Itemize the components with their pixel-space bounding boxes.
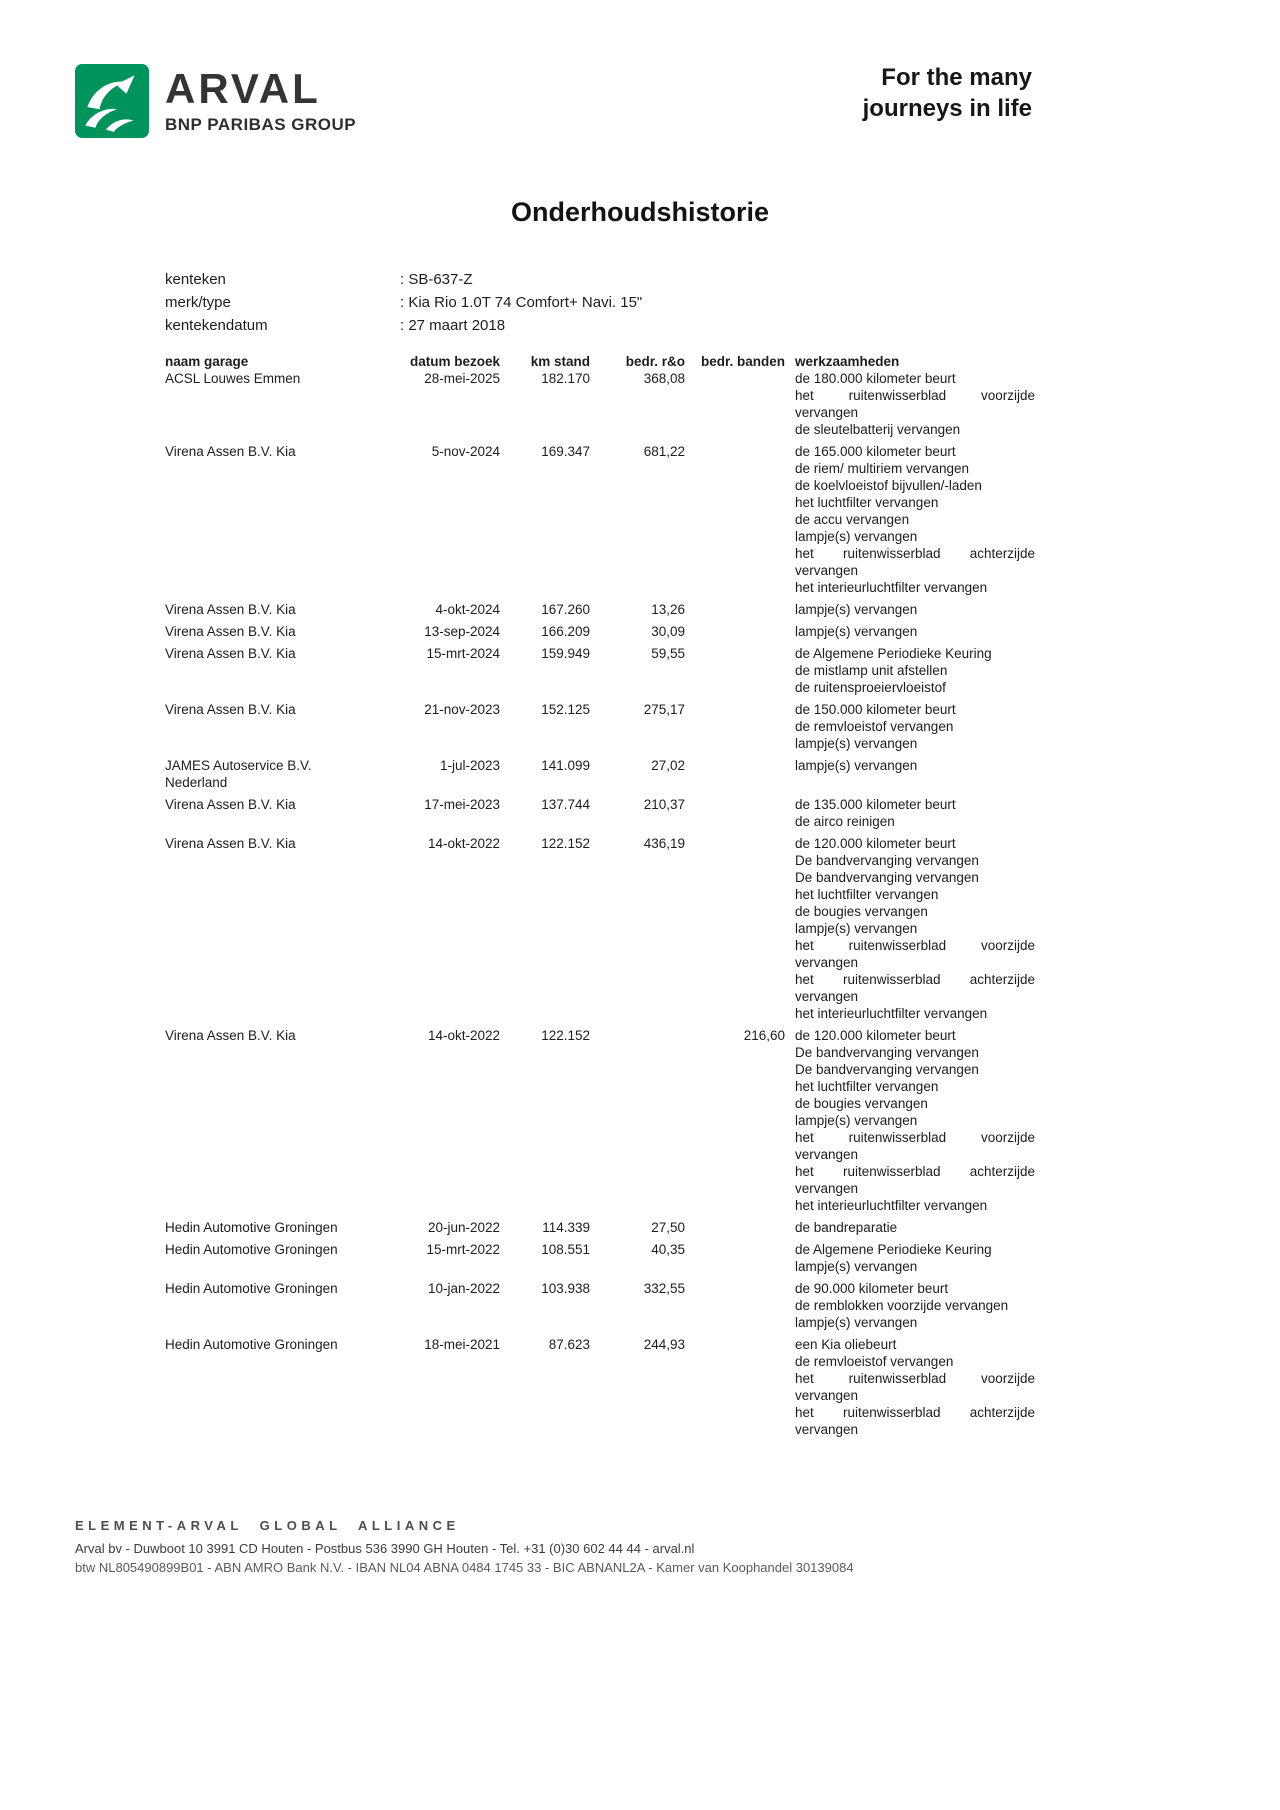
meta-label: merk/type — [165, 294, 231, 311]
cell-werkzaamheden — [785, 701, 1035, 752]
cell-bedr-ro: 40,35 — [651, 1242, 685, 1257]
werkzaamheid-item: de 165.000 kilometer beurt — [795, 444, 956, 459]
werkzaamheid-item: het luchtfilter vervangen — [795, 887, 939, 902]
cell-km-stand: 167.260 — [541, 602, 590, 617]
cell-km-stand: 87.623 — [548, 1337, 590, 1352]
cell-datum-bezoek: 14-okt-2022 — [427, 1028, 500, 1043]
meta-label: kenteken — [165, 271, 226, 288]
footer-alliance-line: ELEMENT-ARVAL GLOBAL ALLIANCE — [75, 1518, 460, 1533]
table-row — [165, 645, 1035, 696]
werkzaamheid-item: het ruitenwisserblad achterzijde vervangen — [795, 1405, 1035, 1437]
cell-bedr-banden — [685, 1241, 785, 1275]
werkzaamheid-item: de sleutelbatterij vervangen — [795, 422, 961, 437]
werkzaamheid-item: de 120.000 kilometer beurt — [795, 836, 956, 851]
footer-address-line: Arval bv - Duwboot 10 3991 CD Houten - Postbus 536 3990 GH Houten - Tel. +31 (0)30 602 44 44 - arval.nl — [75, 1541, 695, 1556]
werkzaamheid-item: de airco reinigen — [795, 814, 895, 829]
werkzaamheid-item: het ruitenwisserblad achterzijde vervangen — [795, 972, 1035, 1004]
cell-datum-bezoek: 20-jun-2022 — [427, 1220, 500, 1235]
cell-km-stand: 108.551 — [541, 1242, 590, 1257]
tagline-line-2: journeys in life — [862, 95, 1032, 122]
table-row — [165, 601, 1035, 618]
cell-werkzaamheden — [785, 757, 1035, 791]
cell-werkzaamheden — [785, 796, 1035, 830]
cell-naam-garage: Virena Assen B.V. Kia — [165, 702, 296, 717]
brand-tagline — [863, 62, 1032, 124]
table-row — [165, 796, 1035, 830]
cell-bedr-banden — [685, 601, 785, 618]
cell-km-stand: 159.949 — [541, 646, 590, 661]
cell-datum-bezoek: 5-nov-2024 — [431, 444, 500, 459]
cell-bedr-ro: 30,09 — [651, 624, 685, 639]
cell-naam-garage: Hedin Automotive Groningen — [165, 1281, 338, 1296]
table-row — [165, 1027, 1035, 1214]
cell-bedr-ro: 244,93 — [643, 1337, 685, 1352]
history-table — [165, 353, 1035, 1443]
werkzaamheid-item: het ruitenwisserblad voorzijde vervangen — [795, 938, 1035, 970]
col-header-bedr-ro: bedr. r&o — [625, 354, 685, 369]
werkzaamheid-item: het interieurluchtfilter vervangen — [795, 580, 988, 595]
cell-datum-bezoek: 10-jan-2022 — [427, 1281, 500, 1296]
meta-value: : 27 maart 2018 — [400, 317, 506, 334]
cell-bedr-banden — [685, 835, 785, 1022]
cell-datum-bezoek: 4-okt-2024 — [435, 602, 500, 617]
cell-naam-garage: Hedin Automotive Groningen — [165, 1220, 338, 1235]
werkzaamheid-item: de koelvloeistof bijvullen/-laden — [795, 478, 982, 493]
cell-km-stand: 182.170 — [541, 371, 590, 386]
werkzaamheid-item: De bandvervanging vervangen — [795, 1045, 979, 1060]
werkzaamheid-item: De bandvervanging vervangen — [795, 1062, 979, 1077]
cell-bedr-ro: 27,50 — [651, 1220, 685, 1235]
werkzaamheid-item: de remblokken voorzijde vervangen — [795, 1298, 1009, 1313]
cell-km-stand: 122.152 — [541, 1028, 590, 1043]
table-row — [165, 1336, 1035, 1438]
meta-row-kenteken — [165, 268, 642, 291]
meta-label: kentekendatum — [165, 317, 268, 334]
meta-value: : Kia Rio 1.0T 74 Comfort+ Navi. 15" — [400, 294, 643, 311]
cell-werkzaamheden — [785, 370, 1035, 438]
werkzaamheid-item: de mistlamp unit afstellen — [795, 663, 948, 678]
tagline-line-1: For the many — [881, 64, 1032, 91]
brand-text — [165, 64, 356, 135]
cell-datum-bezoek: 13-sep-2024 — [424, 624, 500, 639]
werkzaamheid-item: lampje(s) vervangen — [795, 1315, 918, 1330]
werkzaamheid-item: een Kia oliebeurt — [795, 1337, 897, 1352]
cell-werkzaamheden — [785, 1027, 1035, 1214]
cell-werkzaamheden — [785, 601, 1035, 618]
werkzaamheid-item: het ruitenwisserblad achterzijde vervangen — [795, 546, 1035, 578]
werkzaamheid-item: de 120.000 kilometer beurt — [795, 1028, 956, 1043]
werkzaamheid-item: lampje(s) vervangen — [795, 624, 918, 639]
werkzaamheid-item: lampje(s) vervangen — [795, 758, 918, 773]
werkzaamheid-item: de 180.000 kilometer beurt — [795, 371, 956, 386]
col-header-km-stand: km stand — [530, 354, 590, 369]
cell-bedr-banden — [685, 1219, 785, 1236]
werkzaamheid-item: het luchtfilter vervangen — [795, 1079, 939, 1094]
cell-werkzaamheden — [785, 1280, 1035, 1331]
werkzaamheid-item: het luchtfilter vervangen — [795, 495, 939, 510]
brand-group: BNP PARIBAS GROUP — [165, 115, 357, 134]
cell-bedr-banden — [685, 370, 785, 438]
cell-naam-garage: Hedin Automotive Groningen — [165, 1337, 338, 1352]
cell-bedr-banden — [685, 757, 785, 791]
col-header-datum-bezoek: datum bezoek — [409, 354, 500, 369]
werkzaamheid-item: lampje(s) vervangen — [795, 1113, 918, 1128]
cell-naam-garage: Virena Assen B.V. Kia — [165, 1028, 296, 1043]
history-table-header — [165, 353, 1035, 370]
werkzaamheid-item: lampje(s) vervangen — [795, 529, 918, 544]
cell-naam-garage: Hedin Automotive Groningen — [165, 1242, 338, 1257]
werkzaamheid-item: het ruitenwisserblad voorzijde vervangen — [795, 1130, 1035, 1162]
table-row — [165, 835, 1035, 1022]
cell-km-stand: 141.099 — [541, 758, 590, 773]
meta-row-kentekendatum — [165, 314, 642, 337]
werkzaamheid-item: de accu vervangen — [795, 512, 910, 527]
cell-datum-bezoek: 18-mei-2021 — [424, 1337, 500, 1352]
cell-bedr-banden — [685, 1280, 785, 1331]
werkzaamheid-item: het ruitenwisserblad voorzijde vervangen — [795, 388, 1035, 420]
table-row — [165, 623, 1035, 640]
cell-naam-garage: Virena Assen B.V. Kia — [165, 646, 296, 661]
werkzaamheid-item: lampje(s) vervangen — [795, 736, 918, 751]
cell-werkzaamheden — [785, 835, 1035, 1022]
cell-bedr-banden — [685, 645, 785, 696]
werkzaamheid-item: de Algemene Periodieke Keuring — [795, 646, 992, 661]
cell-bedr-banden — [685, 623, 785, 640]
cell-bedr-ro — [590, 1027, 685, 1214]
cell-datum-bezoek: 21-nov-2023 — [424, 702, 500, 717]
table-row — [165, 370, 1035, 438]
cell-werkzaamheden — [785, 1219, 1035, 1236]
col-header-naam-garage: naam garage — [165, 354, 249, 369]
cell-km-stand: 122.152 — [541, 836, 590, 851]
cell-bedr-banden: 216,60 — [743, 1028, 785, 1043]
cell-naam-garage: Virena Assen B.V. Kia — [165, 602, 296, 617]
table-row — [165, 443, 1035, 596]
cell-werkzaamheden — [785, 1241, 1035, 1275]
cell-km-stand: 169.347 — [541, 444, 590, 459]
table-row — [165, 757, 1035, 791]
werkzaamheid-item: De bandvervanging vervangen — [795, 870, 979, 885]
werkzaamheid-item: de 135.000 kilometer beurt — [795, 797, 956, 812]
cell-datum-bezoek: 1-jul-2023 — [439, 758, 500, 773]
cell-bedr-ro: 27,02 — [651, 758, 685, 773]
cell-naam-garage: Virena Assen B.V. Kia — [165, 624, 296, 639]
werkzaamheid-item: lampje(s) vervangen — [795, 921, 918, 936]
cell-bedr-ro: 210,37 — [643, 797, 685, 812]
table-row — [165, 1280, 1035, 1331]
cell-bedr-ro: 275,17 — [643, 702, 685, 717]
document-footer — [75, 1516, 854, 1577]
werkzaamheid-item: de 90.000 kilometer beurt — [795, 1281, 949, 1296]
cell-bedr-banden — [685, 1336, 785, 1438]
werkzaamheid-item: de bandreparatie — [795, 1220, 898, 1235]
cell-km-stand: 114.339 — [542, 1220, 590, 1235]
cell-werkzaamheden — [785, 623, 1035, 640]
werkzaamheid-item: het ruitenwisserblad achterzijde vervangen — [795, 1164, 1035, 1196]
cell-werkzaamheden — [785, 443, 1035, 596]
werkzaamheid-item: de Algemene Periodieke Keuring — [795, 1242, 992, 1257]
cell-km-stand: 152.125 — [541, 702, 590, 717]
cell-datum-bezoek: 14-okt-2022 — [427, 836, 500, 851]
cell-werkzaamheden — [785, 645, 1035, 696]
cell-km-stand: 103.938 — [541, 1281, 590, 1296]
cell-bedr-banden — [685, 443, 785, 596]
cell-naam-garage: Virena Assen B.V. Kia — [165, 444, 296, 459]
cell-werkzaamheden — [785, 1336, 1035, 1438]
werkzaamheid-item: De bandvervanging vervangen — [795, 853, 979, 868]
cell-datum-bezoek: 28-mei-2025 — [424, 371, 500, 386]
cell-bedr-ro: 13,26 — [651, 602, 685, 617]
cell-datum-bezoek: 17-mei-2023 — [424, 797, 500, 812]
cell-bedr-banden — [685, 701, 785, 752]
cell-naam-garage: Virena Assen B.V. Kia — [165, 797, 296, 812]
werkzaamheid-item: het interieurluchtfilter vervangen — [795, 1198, 988, 1213]
werkzaamheid-item: de ruitensproeiervloeistof — [795, 680, 946, 695]
cell-bedr-ro: 59,55 — [651, 646, 685, 661]
meta-value: : SB-637-Z — [400, 271, 473, 288]
history-table-rows — [165, 370, 1035, 1438]
cell-bedr-ro: 332,55 — [643, 1281, 685, 1296]
page-title: Onderhoudshistorie — [510, 197, 770, 227]
cell-naam-garage: JAMES Autoservice B.V. Nederland — [165, 758, 312, 790]
table-row — [165, 1219, 1035, 1236]
footer-bank-line: btw NL805490899B01 - ABN AMRO Bank N.V. - IBAN NL04 ABNA 0484 1745 33 - BIC ABNANL2A - Kamer van Koophandel 30139084 — [75, 1560, 854, 1575]
werkzaamheid-item: lampje(s) vervangen — [795, 602, 918, 617]
col-header-werkzaamheden: werkzaamheden — [795, 354, 900, 369]
werkzaamheid-item: de remvloeistof vervangen — [795, 719, 954, 734]
cell-bedr-ro: 368,08 — [643, 371, 685, 386]
cell-km-stand: 166.209 — [541, 624, 590, 639]
werkzaamheid-item: het ruitenwisserblad voorzijde vervangen — [795, 1371, 1035, 1403]
werkzaamheid-item: de 150.000 kilometer beurt — [795, 702, 956, 717]
vehicle-meta — [165, 268, 642, 337]
meta-row-merk-type — [165, 291, 642, 314]
cell-naam-garage: Virena Assen B.V. Kia — [165, 836, 296, 851]
col-header-bedr-banden: bedr. banden — [700, 354, 785, 369]
cell-km-stand: 137.744 — [541, 797, 590, 812]
cell-datum-bezoek: 15-mrt-2022 — [426, 1242, 500, 1257]
werkzaamheid-item: de riem/ multiriem vervangen — [795, 461, 970, 476]
brand-header — [75, 64, 356, 138]
cell-bedr-ro: 681,22 — [643, 444, 685, 459]
werkzaamheid-item: de bougies vervangen — [795, 904, 928, 919]
cell-naam-garage: ACSL Louwes Emmen — [165, 371, 301, 386]
werkzaamheid-item: het interieurluchtfilter vervangen — [795, 1006, 988, 1021]
cell-bedr-ro: 436,19 — [643, 836, 685, 851]
werkzaamheid-item: de bougies vervangen — [795, 1096, 928, 1111]
cell-datum-bezoek: 15-mrt-2024 — [426, 646, 500, 661]
werkzaamheid-item: lampje(s) vervangen — [795, 1259, 918, 1274]
brand-name: ARVAL — [165, 65, 321, 112]
cell-bedr-banden — [685, 796, 785, 830]
werkzaamheid-item: de remvloeistof vervangen — [795, 1354, 954, 1369]
arval-logo-icon — [75, 64, 149, 138]
table-row — [165, 1241, 1035, 1275]
table-row — [165, 701, 1035, 752]
